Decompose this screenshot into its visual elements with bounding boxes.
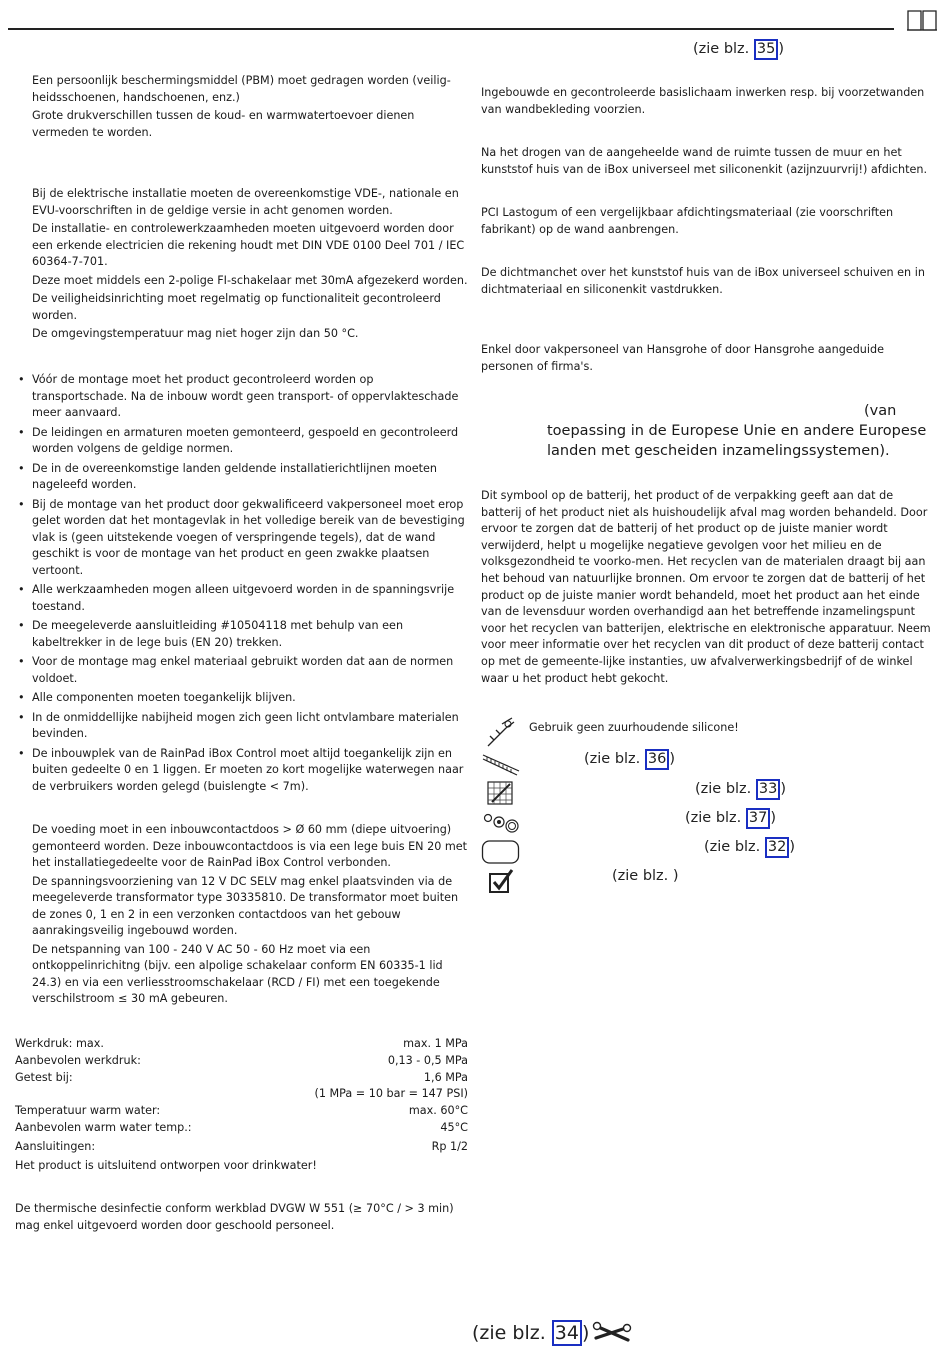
list-item: • Vóór de montage moet het product gecontroleerd worden op transportschade. Na de inbouw wordt geen transport- of oppervlakteschade meer aanvaard. [18,372,470,422]
service-note: Enkel door vakpersoneel van Hansgrohe of door Hansgrohe aangeduide personen of firma's. [481,343,884,373]
page-ref-37: (zie blz. 37 ) [685,808,776,829]
top-rule [8,28,894,30]
page-link-36[interactable]: 36 [645,749,669,770]
waste-disposal-text: toepassing in de Europese Unie en andere Europese landen met gescheiden inzamelingssystemen). [547,423,927,459]
waste-van-text: (van [864,403,897,419]
list-item: • De inbouwplek van de RainPad iBox Control moet altijd toegankelijk zijn en buiten gedeelte 0 en 1 liggen. Er moeten zo kort mogelijke waterwegen naar de verbruikers worden gelegd (buislengte < 7m). [18,746,470,796]
page-ref-empty: (zie blz. ) [612,868,679,884]
power-text: De spanningsvoorziening van 12 V DC SELV mag enkel plaatsvinden via de meegeleverde transformator type 30335810. De transformator moet buiten de zones 0, 1 en 2 in een verzonken contactdoos van het gebouw aanrakingsveilig ingebouwd worden. [32,874,459,937]
silicone-gun-icon [484,716,520,750]
wrench-icon [592,1320,632,1346]
electrical-text: Deze moet middels een 2-polige FI-schakelaar met 30mA afgezekerd worden. [32,273,468,287]
ppe-section [32,73,468,141]
parts-icon [482,810,522,836]
electrical-text: De veiligheidsinrichting moet regelmatig op functionaliteit gecontroleerd worden. [32,292,441,322]
page-ref-36: (zie blz. 36 ) [584,749,675,770]
battery-disposal-text: Dit symbool op de batterij, het product of de verpakking geeft aan dat de batterij of het product niet als huishoudelijk afval mag worden behandeld. Door ervoor te zorgen dat de batterij of het product op de juiste manier wordt verwijderd, helpt u mogelijke negatieve gevolgen voor het milieu en de volksgezondheid te voorko-men. Het recyclen van de materialen draagt bij aan het behoud van natuurlijke bronnen. Om ervoor te zorgen dat de batterij of het product op de juiste manier wordt behandeld, moet het product aan het einde van de levensduur worden overhandigd aan het betreffende inzamelingspunt voor het recyclen van batterijen, elektrische en elektronische apparatuur. Neem voor meer informatie over het recyclen van dit product of deze batterij contact op met de gemeente-lijke instanties, uw afvalverwerkingsbedrijf of de winkel waar u het product hebt gekocht. [481,489,931,685]
list-item: • Alle werkzaamheden mogen alleen uitgevoerd worden in de spanningsvrije toestand. [18,582,470,615]
book-icon [906,8,938,32]
silicone-note: Gebruik geen zuurhoudende silicone! [529,721,739,734]
spec-row: Aanbevolen warm water temp.: 45°C [15,1121,468,1134]
power-text: De voeding moet in een inbouwcontactdoos > Ø 60 mm (diepe uitvoering) gemonteerd worden. Deze inbouwcontactdoos is via een lege buis EN 20 met het installatiegedeelte voor de RainPad iBox Control verbonden. [32,823,468,869]
list-item: • De leidingen en armaturen moeten gemonteerd, gespoeld en gecontroleerd worden volgens de geldige normen. [18,425,470,458]
electrical-text: De installatie- en controlewerkzaamheden moeten uitgevoerd worden door een erkende electricien die rekening houdt met DIN VDE 0100 Deel 701 / IEC 60364-7-701. [32,222,465,268]
electrical-text: Bij de elektrische installatie moeten de overeenkomstige VDE-, nationale en EVU-voorschriften in de geldige versie in acht genomen worden. [32,187,459,217]
disinfection-note: De thermische desinfectie conform werkblad DVGW W 551 (≥ 70°C / > 3 min) mag enkel uitgevoerd worden door geschoold personeel. [15,1202,454,1232]
install-step: Na het drogen van de aangeheelde wand de ruimte tussen de muur en het kunststof huis van de iBox universeel met siliconenkit (azijnzuurvrij!) afdichten. [481,146,928,176]
page-ref-32: (zie blz. 32 ) [704,837,795,858]
electrical-section [32,186,468,343]
page-link-34[interactable]: 34 [552,1320,582,1346]
list-item: • Alle componenten moeten toegankelijk blijven. [18,690,470,707]
checkbox-checked-icon [488,868,516,896]
spec-row: Werkdruk: max. max. 1 MPa [15,1037,468,1050]
spec-row: Temperatuur warm water: max. 60°C [15,1104,468,1117]
list-item: • Bij de montage van het product door gekwalificeerd vakpersoneel moet erop gelet worden dat het montagevlak in het volledige bereik van de bevestiging vlak is (geen uitstekende voegen of verspringende tegels), dat de wand geschikt is voor de montage van het product en geen zwakke plaatsen vertoont. [18,497,470,580]
ppe-text: Een persoonlijk beschermingsmiddel (PBM) moet gedragen worden (veilig-heidsschoenen, handschoenen, enz.) [32,74,451,104]
spec-row: Aansluitingen: Rp 1/2 [15,1140,468,1153]
footer-page-ref: (zie blz. 34 ) [472,1322,590,1344]
electrical-text: De omgevingstemperatuur mag niet hoger zijn dan 50 °C. [32,327,359,340]
power-supply-section [32,822,468,1008]
spec-row: (1 MPa = 10 bar = 147 PSI) [314,1087,468,1100]
spec-row: Aanbevolen werkdruk: 0,13 - 0,5 MPa [15,1054,468,1067]
page-link-33[interactable]: 33 [756,779,780,800]
list-item: • In de onmiddellijke nabijheid mogen zich geen licht ontvlambare materialen bevinden. [18,710,470,743]
install-step: PCI Lastogum of een vergelijkbaar afdichtingsmateriaal (zie voorschriften fabrikant) op de wand aanbrengen. [481,206,894,236]
list-item: • De in de overeenkomstige landen geldende installatierichtlijnen moeten nageleefd worden. [18,461,470,494]
install-step: Ingebouwde en gecontroleerde basislichaam inwerken resp. bij voorzetwanden van wandbekleding voorzien. [481,86,925,116]
page-link-37[interactable]: 37 [746,808,770,829]
installation-bullet-list [18,372,470,798]
install-step: De dichtmanchet over het kunststof huis van de iBox universeel schuiven en in dichtmateriaal en siliconenkit vastdrukken. [481,266,925,296]
tile-grid-icon [486,780,516,806]
drinking-water-note: Het product is uitsluitend ontworpen voor drinkwater! [15,1159,317,1172]
rounded-panel-icon [481,839,521,865]
list-item: • De meegeleverde aansluitleiding #10504118 met behulp van een kabeltrekker in de lege buis (EN 20) trekken. [18,618,470,651]
spec-row: Getest bij: 1,6 MPa [15,1071,468,1084]
page-link-32[interactable]: 32 [765,837,789,858]
header-page-ref: (zie blz. 35 ) [693,39,784,60]
pressure-text: Grote drukverschillen tussen de koud- en warmwatertoevoer dienen vermeden te worden. [32,109,415,139]
page-ref-33: (zie blz. 33 ) [695,779,786,800]
power-text: De netspanning van 100 - 240 V AC 50 - 60 Hz moet via een ontkoppelinrichitng (bijv. een alpolige schakelaar conform EN 60335-1 lid 24.3) en via een verliesstroomschakelaar (RCD / FI) met een toegekende verschilstroom ≤ 30 mA gebeuren. [32,942,443,1005]
page-link-35[interactable]: 35 [754,39,778,60]
wall-level-icon [481,751,521,777]
list-item: • Voor de montage mag enkel materiaal gebruikt worden dat aan de normen voldoet. [18,654,470,687]
